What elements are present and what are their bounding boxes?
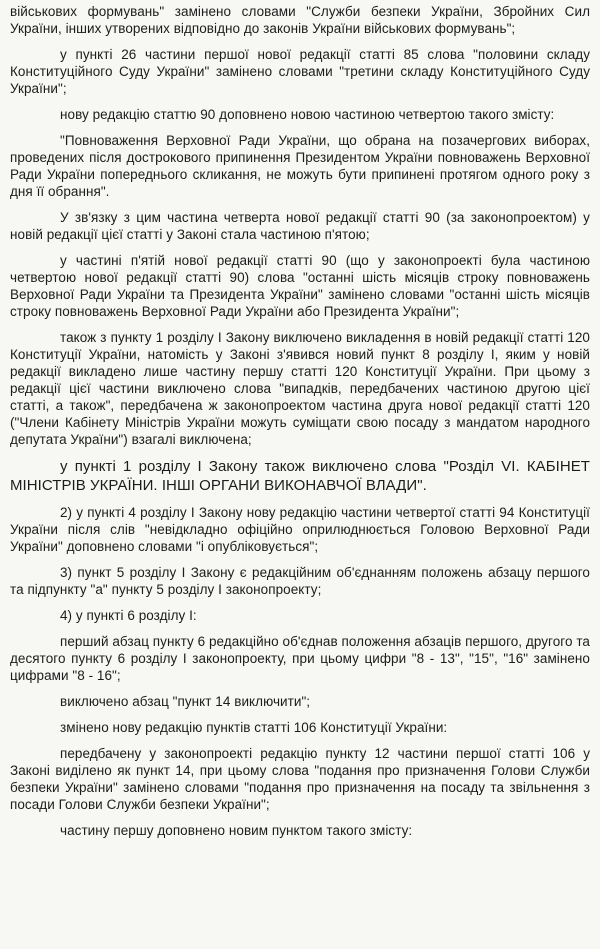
paragraph: військових формувань" замінено словами "Служби безпеки України, Збройних Сил України, інших утворених відповідно до законів України військових формувань"; xyxy=(10,4,590,36)
paragraph: У зв'язку з цим частина четверта нової редакції статті 90 (за законопроектом) у новій редакції цієї статті у Законі стала частиною п'ятою; xyxy=(10,210,590,242)
paragraph: частину першу доповнено новим пунктом такого змісту: xyxy=(60,823,413,838)
paragraph: перший абзац пункту 6 редакційно об'єднав положення абзаців першого, другого та десятого пункту 6 розділу I законопроекту, при цьому цифри "8 - 13", "15", "16" замінено цифрами "8 - 16"; xyxy=(10,634,590,683)
paragraph: виключено абзац "пункт 14 виключити"; xyxy=(60,694,311,709)
paragraph: нову редакцію статтю 90 доповнено новою частиною четвертою такого змісту: xyxy=(60,107,555,122)
paragraph: 3) пункт 5 розділу I Закону є редакційним об'єднанням положень абзацу першого та підпункту "а" пункту 5 розділу I законопроекту; xyxy=(10,565,590,597)
paragraph: у частині п'ятій нової редакції статті 90 (що у законопроекті була частиною четвертою нової редакції статті 90) слова "останні шість місяців строку повноважень Верховної Ради України та Президента України" замінено словами "останні шість місяців строку повноважень Верховної Ради України або Президента України"; xyxy=(10,253,590,319)
paragraph: 4) у пункті 6 розділу I: xyxy=(60,608,197,623)
paragraph: також з пункту 1 розділу I Закону виключено викладення в новій редакції статті 120 Конституції України, натомість у Законі з'явився новий пункт 8 розділу I, яким у новій редакції викладено лише частину першу статті 120 Конституції України. При цьому з редакції цієї частини виключено слова "випадків, передбачених частиною другою цієї статті, а також", передбачена ж законопроектом частина друга нової редакції статті 120 ("Члени Кабінету Міністрів України можуть суміщати свою посаду з мандатом народного депутата України") взагалі виключена; xyxy=(10,330,590,447)
paragraph: змінено нову редакцію пунктів статті 106 Конституції України: xyxy=(60,720,448,735)
paragraph: 2) у пункті 4 розділу I Закону нову редакцію частини четвертої статті 94 Конституції України після слів "невідкладно офіційно оприлюднюється Головою Верховної Ради України" доповнено словами "і опубліковується"; xyxy=(10,505,590,554)
quoted-paragraph: "Повноваження Верховної Ради України, що обрана на позачергових виборах, проведених після дострокового припинення Президентом України повноважень Верховної Ради України попереднього скликання, не можуть бути припинені протягом одного року з дня її обрання". xyxy=(10,133,590,199)
paragraph: у пункті 26 частини першої нової редакції статті 85 слова "половини складу Конституційного Суду України" замінено словами "третини складу Конституційного Суду України"; xyxy=(10,47,590,96)
paragraph: у пункті 1 розділу I Закону також виключено слова "Розділ VI. КАБІНЕТ МІНІСТРІВ УКРАЇНИ. ІНШІ ОРГАНИ ВИКОНАВЧОЇ ВЛАДИ". xyxy=(10,458,590,494)
paragraph: передбачену у законопроекті редакцію пункту 12 частини першої статті 106 у Законі виділено як пункт 14, при цьому слова "подання про призначення Голови Служби безпеки України" замінено словами "подання про призначення на посаду та звільнення з посади Голови Служби безпеки України"; xyxy=(10,746,590,812)
